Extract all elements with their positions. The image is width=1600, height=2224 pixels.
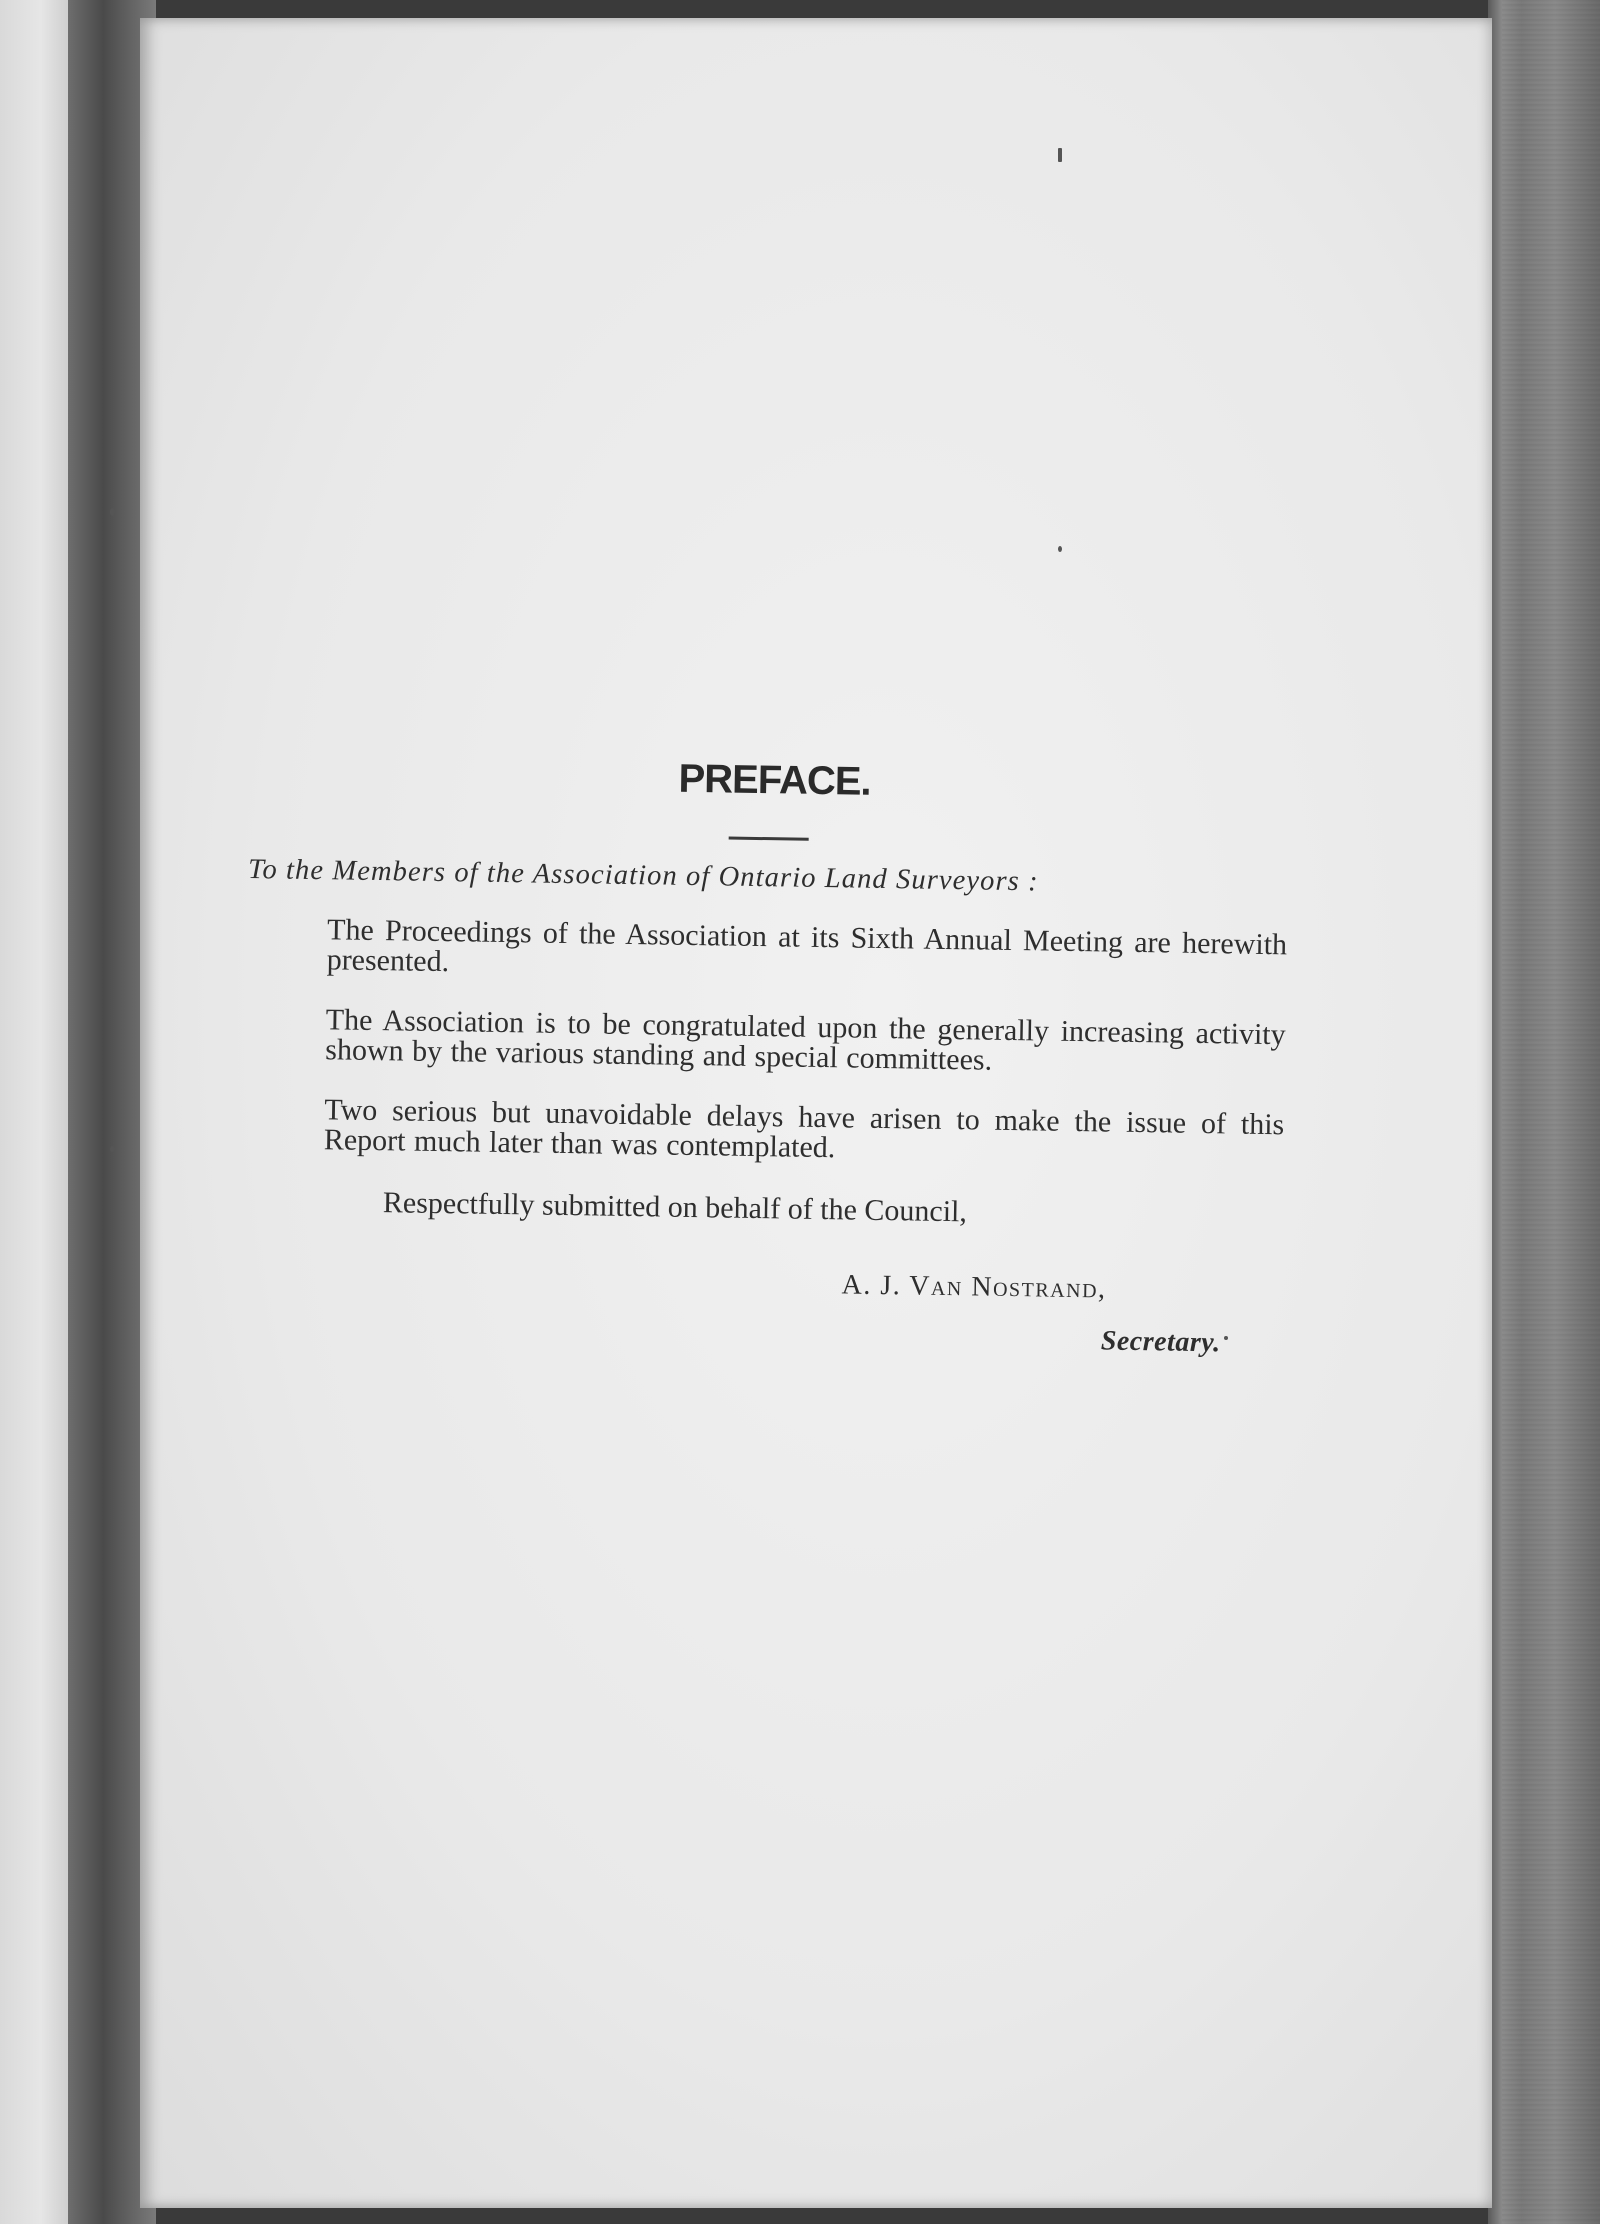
right-page-stack (1488, 0, 1600, 2224)
page-title: PREFACE. (678, 756, 871, 804)
paragraph-text: The Proceedings of the Association at its Sixth Annual Meeting are herewith presented. (326, 913, 1288, 979)
speck (1058, 148, 1062, 162)
paragraph-text: The Association is to be congratulated upon the generally increasing activity shown by the various standing and special committees. (325, 1003, 1286, 1077)
paragraph-2 (245, 1004, 1286, 1080)
speck (1058, 546, 1062, 552)
title-rule (729, 837, 809, 841)
signer-name-text: A. J. Van Nostrand, (841, 1269, 1107, 1305)
paragraph-1 (246, 914, 1287, 990)
speck (110, 508, 115, 516)
paragraph-3 (244, 1094, 1285, 1170)
speck (110, 1146, 115, 1152)
paragraph-text: Two serious but unavoidable delays have arisen to make the issue of this Report much later than was contemplated. (323, 1093, 1285, 1165)
signer-role: Secretary. (1100, 1325, 1221, 1359)
signer-name (841, 1269, 1281, 1308)
closing-line: Respectfully submitted on behalf of the Council, (382, 1186, 968, 1229)
preface-content (241, 750, 1290, 1360)
salutation: To the Members of the Association of Ontario Land Surveyors : (247, 853, 1039, 898)
left-page-edge (0, 0, 68, 2224)
